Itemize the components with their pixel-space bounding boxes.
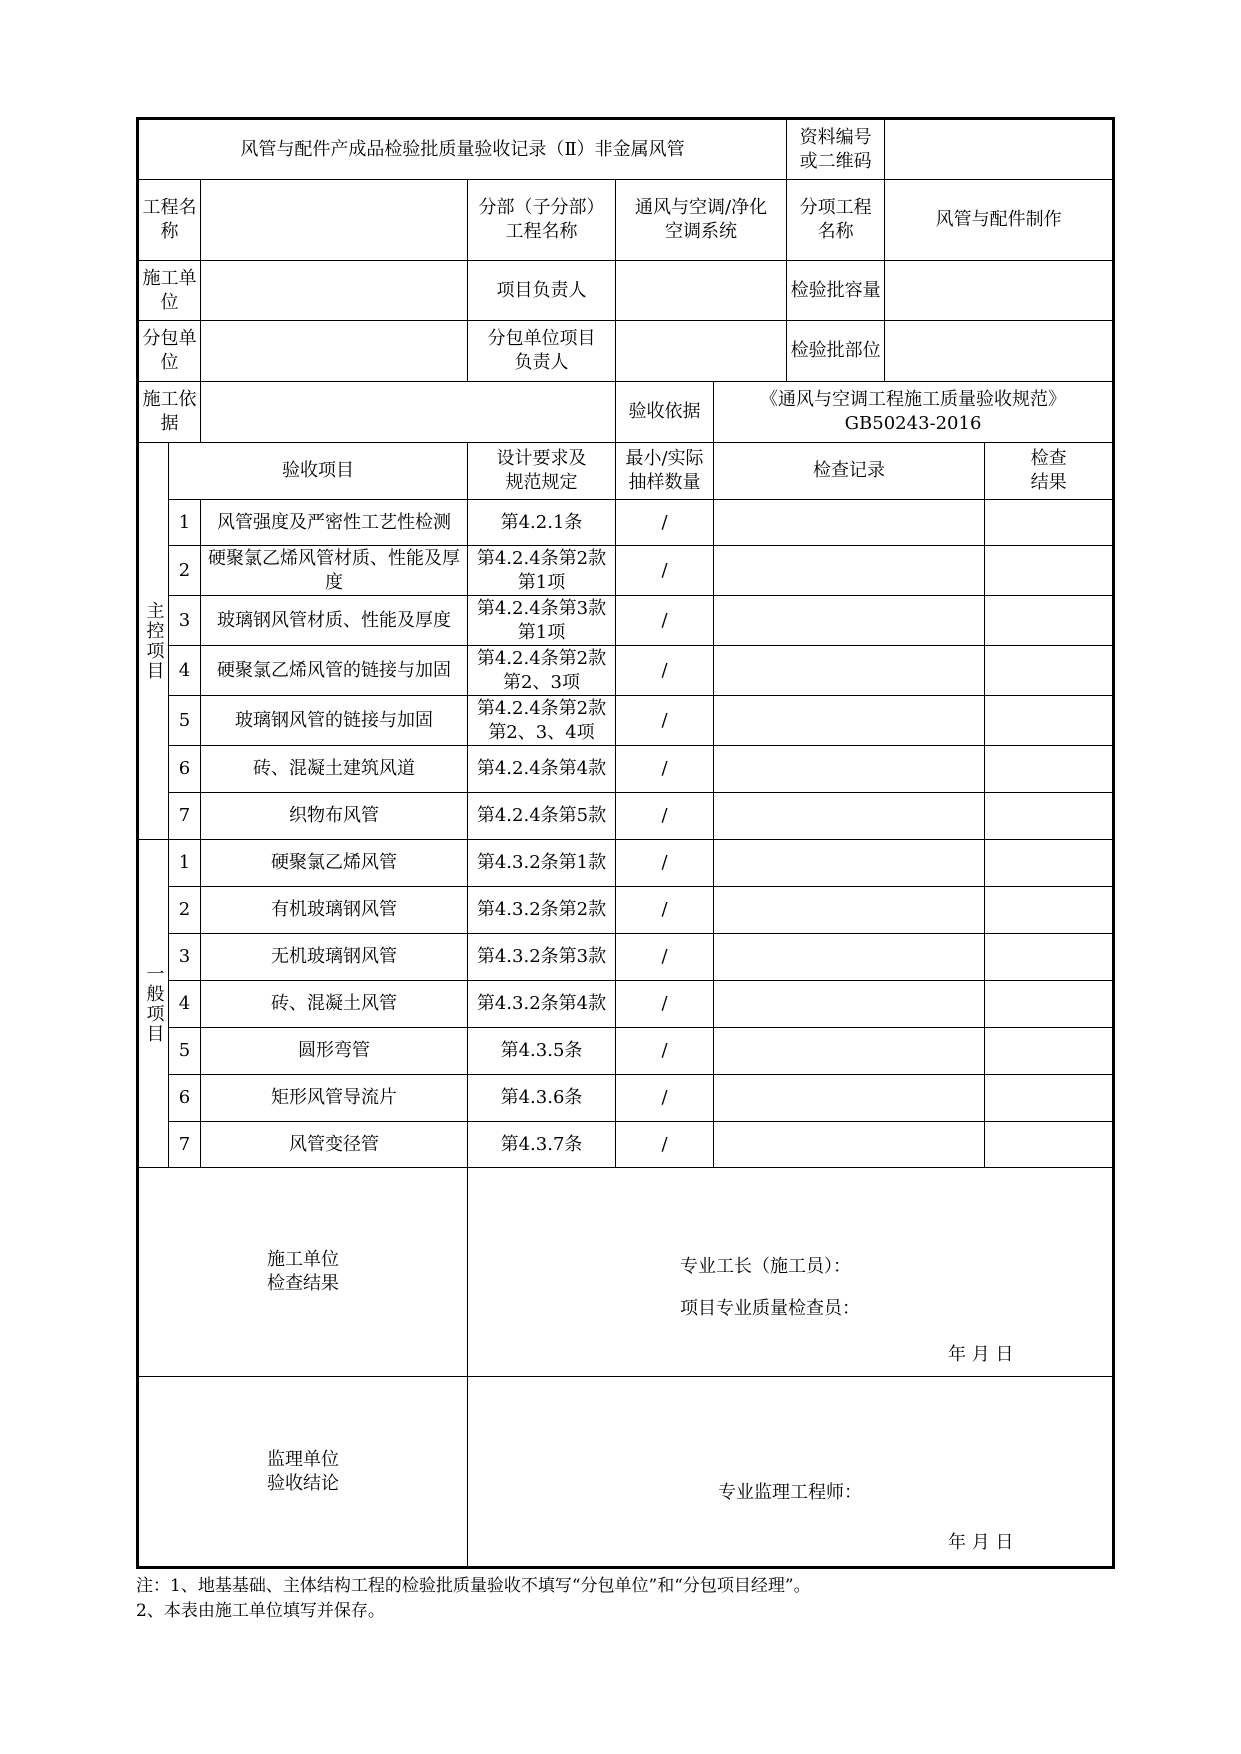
item-spec: 第4.3.5条 [468,1028,616,1075]
footnotes [136,1574,811,1624]
item-spec: 第4.3.2条第1款 [468,840,616,887]
item-record[interactable] [714,746,985,793]
item-result[interactable] [985,1028,1114,1075]
item-result[interactable] [985,596,1114,646]
supervising-engineer-signature-label: 专业监理工程师： [718,1482,862,1503]
table-row [138,646,1114,696]
row-number: 7 [169,1122,201,1168]
item-name: 无机玻璃钢风管 [201,934,468,981]
table-row [138,887,1114,934]
item-spec: 第4.2.4条第2款 第2、3项 [468,646,616,696]
item-record[interactable] [714,696,985,746]
subcontractor-field[interactable] [201,321,468,382]
project-name-label: 工程名称 [138,180,201,261]
item-record[interactable] [714,596,985,646]
row-number: 3 [169,934,201,981]
item-spec: 第4.3.2条第2款 [468,887,616,934]
table-row [138,934,1114,981]
item-spec: 第4.2.4条第3款 第1项 [468,596,616,646]
item-name: 有机玻璃钢风管 [201,887,468,934]
supervision-label: 监理单位 验收结论 [138,1377,468,1568]
form-title: 风管与配件产成品检验批质量验收记录（Ⅱ）非金属风管 [138,119,787,180]
item-result[interactable] [985,1075,1114,1122]
construction-basis-label: 施工依据 [138,382,201,443]
row-number: 4 [169,646,201,696]
item-spec: 第4.2.4条第5款 [468,793,616,840]
quality-inspector-signature-label: 项目专业质量检查员： [680,1298,860,1319]
item-record[interactable] [714,546,985,596]
construction-check-date: 年 月 日 [948,1344,1014,1365]
item-name: 玻璃钢风管材质、性能及厚度 [201,596,468,646]
table-row [138,696,1114,746]
table-row [138,1075,1114,1122]
item-spec: 第4.2.4条第2款 第1项 [468,546,616,596]
row-number: 3 [169,596,201,646]
subitem-label: 分项工程 名称 [787,180,885,261]
table-row [138,546,1114,596]
item-record[interactable] [714,840,985,887]
item-record[interactable] [714,500,985,546]
item-name: 织物布风管 [201,793,468,840]
item-name: 风管变径管 [201,1122,468,1168]
footnote-2: 2、本表由施工单位填写并保存。 [136,1601,385,1621]
row-number: 2 [169,546,201,596]
item-name: 风管强度及严密性工艺性检测 [201,500,468,546]
item-record[interactable] [714,981,985,1028]
row-number: 1 [169,500,201,546]
subdivision-value[interactable]: 通风与空调/净化 空调系统 [616,180,787,261]
main-items-group-label: 主控项目 [138,443,169,840]
item-sample[interactable]: / [616,1075,714,1122]
construction-check-label: 施工单位 检查结果 [138,1168,468,1377]
table-row [138,500,1114,546]
item-record[interactable] [714,1075,985,1122]
col-header-result: 检查 结果 [985,443,1114,500]
item-sample[interactable]: / [616,500,714,546]
row-number: 6 [169,746,201,793]
table-row [138,981,1114,1028]
table-row [138,596,1114,646]
item-name: 砖、混凝土风管 [201,981,468,1028]
batch-location-field[interactable] [885,321,1114,382]
item-sample[interactable]: / [616,746,714,793]
acceptance-basis-value: 《通风与空调工程施工质量验收规范》 GB50243-2016 [714,382,1114,443]
table-row [138,840,1114,887]
item-result[interactable] [985,887,1114,934]
item-result[interactable] [985,981,1114,1028]
item-spec: 第4.3.7条 [468,1122,616,1168]
item-record[interactable] [714,646,985,696]
item-sample[interactable]: / [616,546,714,596]
item-result[interactable] [985,646,1114,696]
item-result[interactable] [985,500,1114,546]
row-number: 2 [169,887,201,934]
row-number: 5 [169,1028,201,1075]
item-name: 砖、混凝土建筑风道 [201,746,468,793]
acceptance-basis-label: 验收依据 [616,382,714,443]
contractor-label: 施工单位 [138,261,201,321]
item-name: 硬聚氯乙烯风管 [201,840,468,887]
item-result[interactable] [985,793,1114,840]
col-header-sample: 最小/实际 抽样数量 [616,443,714,500]
item-result[interactable] [985,1122,1114,1168]
item-record[interactable] [714,934,985,981]
doc-number-field[interactable] [885,119,1114,180]
item-name: 硬聚氯乙烯风管的链接与加固 [201,646,468,696]
sub-pm-field[interactable] [616,321,787,382]
item-sample[interactable]: / [616,934,714,981]
table-row [138,746,1114,793]
construction-basis-field[interactable] [201,382,616,443]
general-items-group-label: 一般项目 [138,840,169,1168]
supervision-date: 年 月 日 [948,1532,1014,1553]
item-record[interactable] [714,1122,985,1168]
supervision-area[interactable] [468,1377,1114,1568]
item-name: 硬聚氯乙烯风管材质、性能及厚度 [201,546,468,596]
col-header-record: 检查记录 [714,443,985,500]
item-spec: 第4.2.1条 [468,500,616,546]
item-sample[interactable]: / [616,840,714,887]
subdivision-label: 分部（子分部） 工程名称 [468,180,616,261]
item-sample[interactable]: / [616,1122,714,1168]
item-spec: 第4.2.4条第4款 [468,746,616,793]
item-record[interactable] [714,887,985,934]
subitem-value[interactable]: 风管与配件制作 [885,180,1114,261]
item-sample[interactable]: / [616,1028,714,1075]
item-spec: 第4.3.2条第4款 [468,981,616,1028]
foreman-signature-label: 专业工长（施工员）： [680,1256,851,1277]
item-result[interactable] [985,746,1114,793]
col-header-spec: 设计要求及 规范规定 [468,443,616,500]
item-record[interactable] [714,1028,985,1075]
item-record[interactable] [714,793,985,840]
item-result[interactable] [985,696,1114,746]
sub-pm-label: 分包单位项目 负责人 [468,321,616,382]
doc-number-label: 资料编号 或二维码 [787,119,885,180]
subcontractor-label: 分包单位 [138,321,201,382]
item-result[interactable] [985,934,1114,981]
item-sample[interactable]: / [616,793,714,840]
item-sample[interactable]: / [616,887,714,934]
footnote-1: 注：1、地基基础、主体结构工程的检验批质量验收不填写“分包单位”和“分包项目经理”。 [136,1576,811,1596]
project-manager-label: 项目负责人 [468,261,616,321]
contractor-field[interactable] [201,261,468,321]
item-name: 玻璃钢风管的链接与加固 [201,696,468,746]
item-result[interactable] [985,546,1114,596]
row-number: 1 [169,840,201,887]
row-number: 4 [169,981,201,1028]
batch-capacity-label: 检验批容量 [787,261,885,321]
row-number: 6 [169,1075,201,1122]
item-sample[interactable]: / [616,981,714,1028]
row-number: 7 [169,793,201,840]
item-sample[interactable]: / [616,696,714,746]
item-sample[interactable]: / [616,646,714,696]
item-spec: 第4.3.6条 [468,1075,616,1122]
table-row [138,793,1114,840]
table-row [138,1028,1114,1075]
table-row [138,1122,1114,1168]
item-sample[interactable]: / [616,596,714,646]
project-name-field[interactable] [201,180,468,261]
batch-location-label: 检验批部位 [787,321,885,382]
row-number: 5 [169,696,201,746]
item-name: 矩形风管导流片 [201,1075,468,1122]
batch-capacity-field[interactable] [885,261,1114,321]
item-spec: 第4.3.2条第3款 [468,934,616,981]
item-result[interactable] [985,840,1114,887]
item-name: 圆形弯管 [201,1028,468,1075]
item-spec: 第4.2.4条第2款 第2、3、4项 [468,696,616,746]
project-manager-field[interactable] [616,261,787,321]
col-header-item: 验收项目 [169,443,468,500]
